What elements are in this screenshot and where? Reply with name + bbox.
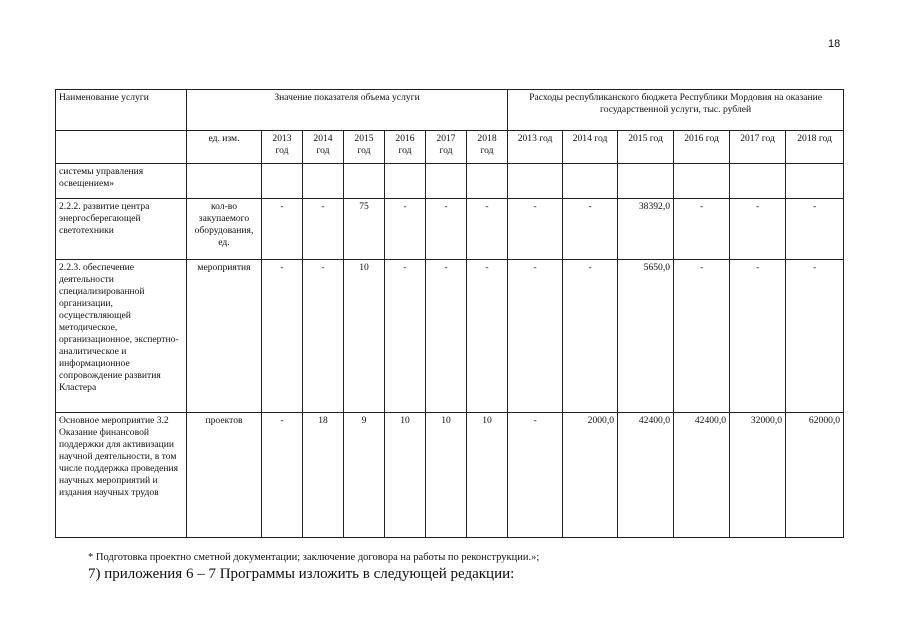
volume-cell: 10 xyxy=(467,413,508,538)
table-row xyxy=(56,413,844,538)
expense-cell xyxy=(730,164,786,199)
volume-cell xyxy=(344,164,385,199)
volume-cell: 10 xyxy=(344,260,385,413)
expense-cell: - xyxy=(674,199,730,260)
expense-cell: - xyxy=(508,199,563,260)
expense-cell: 2000,0 xyxy=(563,413,618,538)
service-name-cell: 2.2.3. обеспечение деятельности специализированной организации, осуществляющей методическое, организационное, экспертно-аналитическое и информационное сопровождение развития Кластера xyxy=(56,260,187,413)
volume-cell: - xyxy=(262,260,303,413)
body-paragraph: 7) приложения 6 – 7 Программы изложить в следующей редакции: xyxy=(88,566,515,582)
expense-cell: - xyxy=(674,260,730,413)
unit-cell: мероприятия xyxy=(187,260,262,413)
volume-cell: - xyxy=(426,260,467,413)
header-expense-year: 2017 год xyxy=(730,131,786,164)
expense-cell: - xyxy=(563,199,618,260)
expense-cell: - xyxy=(730,199,786,260)
budget-table xyxy=(55,89,844,538)
volume-cell: - xyxy=(426,199,467,260)
table-row xyxy=(56,164,844,199)
expense-cell: 5650,0 xyxy=(618,260,674,413)
header-volume-year: 2016 год xyxy=(385,131,426,164)
header-expense-year: 2015 год xyxy=(618,131,674,164)
expense-cell xyxy=(618,164,674,199)
expense-cell xyxy=(786,164,844,199)
footnote: * Подготовка проектно сметной документации; заключение договора на работы по реконструкции.»; xyxy=(88,552,540,563)
header-expenses: Расходы республиканского бюджета Республики Мордовия на оказание государственной услуги, тыс. рублей xyxy=(508,90,844,131)
unit-cell: кол-во закупаемого оборудования, ед. xyxy=(187,199,262,260)
expense-cell: - xyxy=(730,260,786,413)
header-empty-cell xyxy=(56,131,187,164)
unit-cell: проектов xyxy=(187,413,262,538)
expense-cell: - xyxy=(508,413,563,538)
header-volume-year: 2015 год xyxy=(344,131,385,164)
page-number: 18 xyxy=(828,38,841,50)
volume-cell: - xyxy=(303,199,344,260)
volume-cell: 18 xyxy=(303,413,344,538)
volume-cell: - xyxy=(467,260,508,413)
table-row xyxy=(56,199,844,260)
expense-cell: 32000,0 xyxy=(730,413,786,538)
header-expense-year: 2014 год xyxy=(563,131,618,164)
expense-cell xyxy=(563,164,618,199)
volume-cell: 9 xyxy=(344,413,385,538)
volume-cell: - xyxy=(467,199,508,260)
volume-cell: - xyxy=(385,199,426,260)
header-volume-year: 2013 год xyxy=(262,131,303,164)
service-name-cell: системы управления освещением» xyxy=(56,164,187,199)
expense-cell xyxy=(674,164,730,199)
expense-cell xyxy=(508,164,563,199)
header-expense-year: 2016 год xyxy=(674,131,730,164)
volume-cell: - xyxy=(385,260,426,413)
expense-cell: - xyxy=(786,260,844,413)
unit-cell xyxy=(187,164,262,199)
header-volume-year: 2014 год xyxy=(303,131,344,164)
expense-cell: 38392,0 xyxy=(618,199,674,260)
volume-cell: - xyxy=(262,413,303,538)
volume-cell: - xyxy=(262,199,303,260)
volume-cell xyxy=(467,164,508,199)
volume-cell: - xyxy=(303,260,344,413)
volume-cell xyxy=(262,164,303,199)
service-name-cell: Основное мероприятие 3.2 Оказание финансовой поддержки для активизации научной деятельности, в том числе поддержка проведения научных мероприятий и издания научных трудов xyxy=(56,413,187,538)
volume-cell: 10 xyxy=(426,413,467,538)
expense-cell: - xyxy=(508,260,563,413)
header-volume-year: 2017 год xyxy=(426,131,467,164)
volume-cell: 75 xyxy=(344,199,385,260)
header-volume-year: 2018 год xyxy=(467,131,508,164)
header-unit: ед. изм. xyxy=(187,131,262,164)
volume-cell xyxy=(303,164,344,199)
expense-cell: 42400,0 xyxy=(674,413,730,538)
table-row xyxy=(56,260,844,413)
volume-cell: 10 xyxy=(385,413,426,538)
volume-cell xyxy=(426,164,467,199)
service-name-cell: 2.2.2. развитие центра энергосберегающей светотехники xyxy=(56,199,187,260)
header-service-name: Наименование услуги xyxy=(56,90,187,131)
header-volume-indicator: Значение показателя объема услуги xyxy=(187,90,508,131)
expense-cell: 42400,0 xyxy=(618,413,674,538)
header-expense-year: 2013 год xyxy=(508,131,563,164)
volume-cell xyxy=(385,164,426,199)
expense-cell: - xyxy=(563,260,618,413)
expense-cell: - xyxy=(786,199,844,260)
header-expense-year: 2018 год xyxy=(786,131,844,164)
expense-cell: 62000,0 xyxy=(786,413,844,538)
